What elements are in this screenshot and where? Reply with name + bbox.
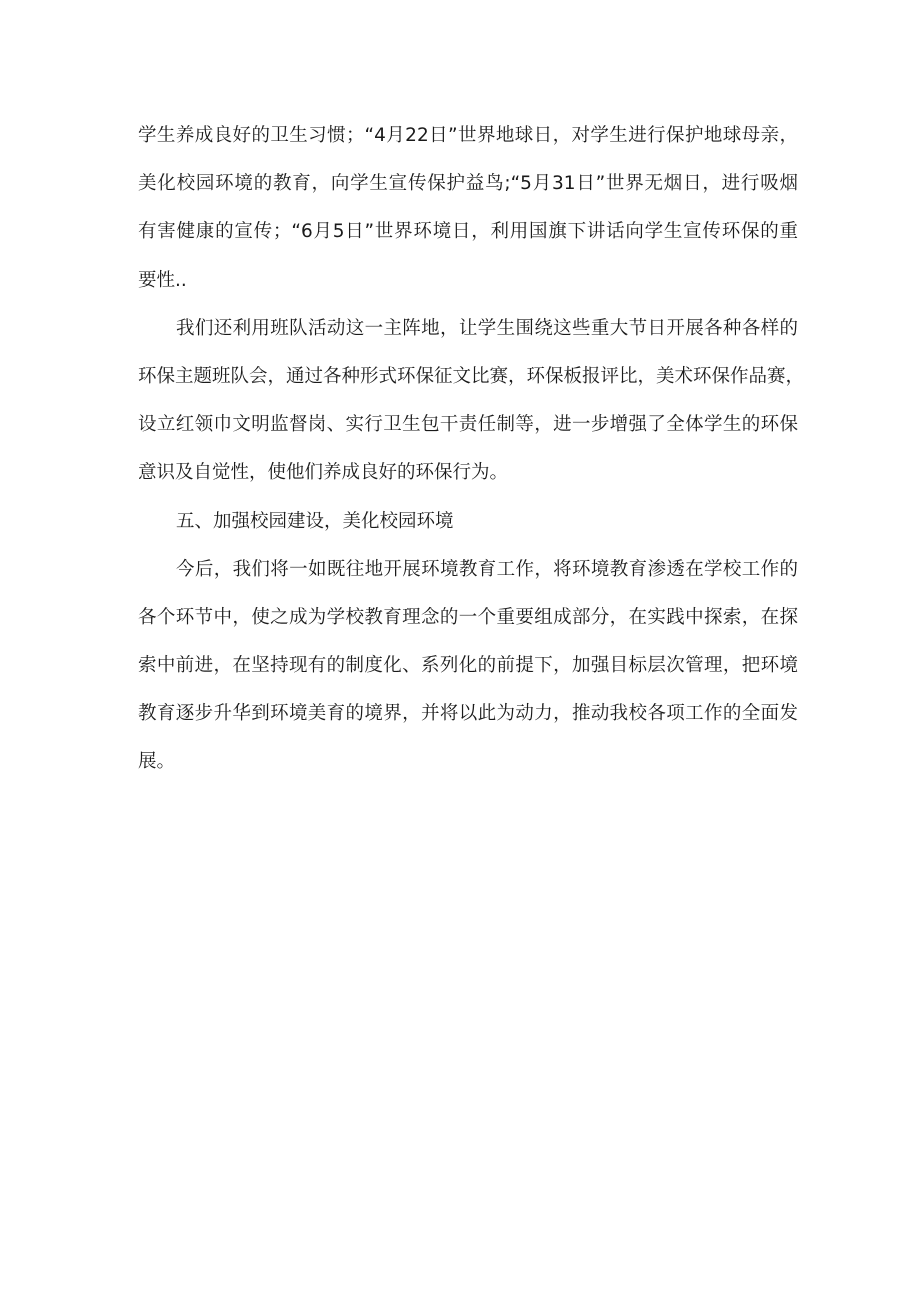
heading-text: 五、加强校园建设，美化校园环境: [176, 510, 454, 532]
text-line: 索中前进，在坚持现有的制度化、系列化的前提下，加强目标层次管理，把环境: [138, 655, 798, 677]
text-line: 美化校园环境的教育，向学生宣传保护益鸟;“5月31日”世界无烟日，进行吸烟: [138, 173, 798, 195]
document-body: [138, 112, 805, 787]
paragraph-future-plans: [138, 546, 798, 787]
text-line: 有害健康的宣传；“6月5日”世界环境日，利用国旗下讲话向学生宣传环保的重: [138, 221, 798, 243]
paragraph-festival-education: [138, 112, 798, 305]
paragraph-class-activities: [138, 305, 805, 498]
section-heading: [138, 498, 798, 546]
text-line: 要性..: [138, 269, 187, 291]
text-line: 学生养成良好的卫生习惯；“4月22日”世界地球日，对学生进行保护地球母亲，: [138, 125, 798, 146]
text-line: 意识及自觉性，使他们养成良好的环保行为。: [138, 462, 509, 484]
text-line: 各个环节中，使之成为学校教育理念的一个重要组成部分，在实践中探索，在探: [138, 606, 798, 628]
text-line: 设立红领巾文明监督岗、实行卫生包干责任制等，进一步增强了全体学生的环保: [138, 414, 798, 436]
text-line: 今后，我们将一如既往地开展环境教育工作，将环境教育渗透在学校工作的: [176, 558, 798, 580]
text-line: 展。: [138, 751, 176, 773]
text-line: 教育逐步升华到环境美育的境界，并将以此为动力，推动我校各项工作的全面发: [138, 703, 798, 725]
text-line: 环保主题班队会，通过各种形式环保征文比赛，环保板报评比，美术环保作品赛，: [138, 365, 805, 387]
text-line: 我们还利用班队活动这一主阵地，让学生围绕这些重大节日开展各种各样的: [176, 317, 798, 339]
